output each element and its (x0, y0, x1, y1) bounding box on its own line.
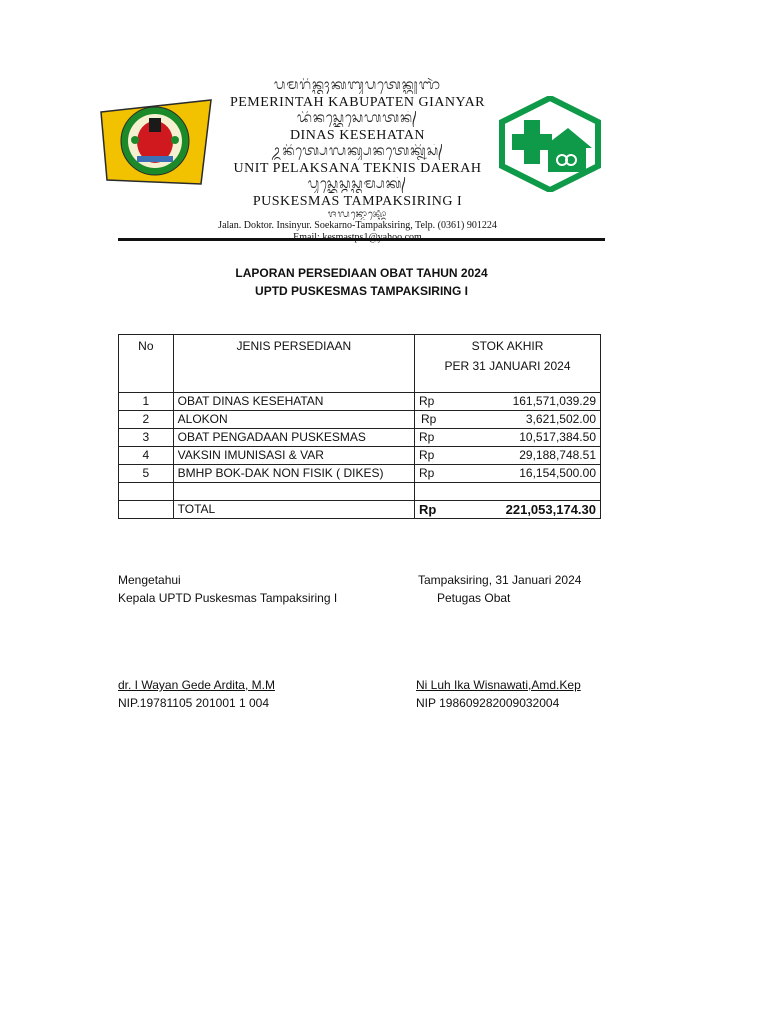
amount: 3,621,502.00 (525, 412, 596, 426)
title-line-2: UPTD PUSKESMAS TAMPAKSIRING I (255, 284, 468, 298)
currency: Rp (418, 394, 435, 408)
signature-right (418, 571, 618, 607)
table-row (119, 393, 601, 411)
kemenkes-cross-icon (498, 96, 602, 192)
total-label: TOTAL (173, 501, 414, 519)
letterhead (215, 78, 500, 244)
head-nip: NIP.19781105 201001 1 004 (118, 696, 270, 710)
row-jenis: ALOKON (173, 411, 414, 429)
row-jenis: OBAT PENGADAAN PUSKESMAS (173, 429, 414, 447)
balinese-script-line: ᬧᬸᬲ᭄ᬓᬾᬲ᭄ᬫᬲ᭄ᬢᬫ᭄ᬧᬓ᭄ (307, 177, 408, 192)
table-total-row (119, 501, 601, 519)
balinese-script-line: ᬚᬮᬦ᭄ᬤᭀᬓ᭄ᬢᭀᬃ (327, 210, 388, 220)
amount: 16,154,500.00 (519, 466, 596, 480)
row-no: 1 (119, 393, 174, 411)
row-no: 3 (119, 429, 174, 447)
row-amount (414, 465, 600, 483)
row-jenis: BMHP BOK-DAK NON FISIK ( DIKES) (173, 465, 414, 483)
table-row (119, 447, 601, 465)
balinese-script-line: ᬤᬶᬦᬲ᭄ᬓᬾᬲᬾᬳᬢᬦ᭄ (297, 111, 418, 126)
gianyar-seal-icon (97, 96, 215, 186)
currency: Rp (420, 412, 437, 426)
currency: Rp (418, 448, 435, 462)
puskesmas-name: PUSKESMAS TAMPAKSIRING I (252, 194, 463, 209)
officer-title: Petugas Obat (437, 591, 511, 605)
officer-name: Ni Luh Ika Wisnawati,Amd.Kep (416, 678, 581, 692)
balinese-script-line: ᬉᬦᬶᬢ᭄ᬧᬾᬮᬓ᭄ᬲᬦᬢᬾᬓ᭄ᬦᬶᬲ᭄ (270, 144, 445, 159)
row-amount (414, 429, 600, 447)
row-no: 4 (119, 447, 174, 465)
currency: Rp (418, 502, 437, 517)
row-jenis: OBAT DINAS KESEHATAN (173, 393, 414, 411)
signature-left (118, 571, 398, 607)
header-stok (414, 335, 600, 393)
row-no: 5 (119, 465, 174, 483)
balinese-script-line: ᬧᬫᬭᬶᬦ᭄ᬢᬄᬓᬩᬸᬧᬢᬾᬦ᭄ᬕ᭄ᬬᬜᬃ (274, 78, 441, 93)
report-title (118, 264, 605, 300)
place-date: Tampaksiring, 31 Januari 2024 (418, 573, 582, 587)
head-name: dr. I Wayan Gede Ardita, M.M (118, 678, 275, 692)
header-no: No (119, 335, 174, 393)
government-name: PEMERINTAH KABUPATEN GIANYAR (229, 95, 486, 110)
header-jenis: JENIS PERSEDIAAN (173, 335, 414, 393)
unit-name: UNIT PELAKSANA TEKNIS DAERAH (233, 161, 482, 176)
table-row (119, 465, 601, 483)
amount: 10,517,384.50 (519, 430, 596, 444)
row-jenis: VAKSIN IMUNISASI & VAR (173, 447, 414, 465)
amount: 161,571,039.29 (512, 394, 596, 408)
currency: Rp (418, 466, 435, 480)
total-amount (414, 501, 600, 519)
signatory-left (118, 676, 398, 712)
table-header-row (119, 335, 601, 393)
amount: 29,188,748.51 (519, 448, 596, 462)
acknowledged-label: Mengetahui (118, 573, 181, 587)
table-row-empty (119, 483, 601, 501)
title-line-1: LAPORAN PERSEDIAAN OBAT TAHUN 2024 (235, 266, 488, 280)
head-title: Kepala UPTD Puskesmas Tampaksiring I (118, 591, 338, 605)
address: Jalan. Doktor. Insinyur. Soekarno-Tampaksiring, Telp. (0361) 901224 (218, 220, 497, 231)
row-amount (414, 447, 600, 465)
row-no: 2 (119, 411, 174, 429)
header-stok-line2: PER 31 JANUARI 2024 (444, 359, 571, 373)
officer-nip: NIP 198609282009032004 (416, 696, 560, 710)
inventory-table (118, 334, 601, 519)
table-row (119, 429, 601, 447)
row-amount (414, 393, 600, 411)
currency: Rp (418, 430, 435, 444)
department-name: DINAS KESEHATAN (289, 128, 426, 143)
signatory-right (416, 676, 636, 712)
table-row (119, 411, 601, 429)
row-amount (414, 411, 600, 429)
amount: 221,053,174.30 (505, 502, 596, 517)
letterhead-divider (118, 238, 605, 241)
header-stok-line1: STOK AKHIR (471, 339, 544, 353)
